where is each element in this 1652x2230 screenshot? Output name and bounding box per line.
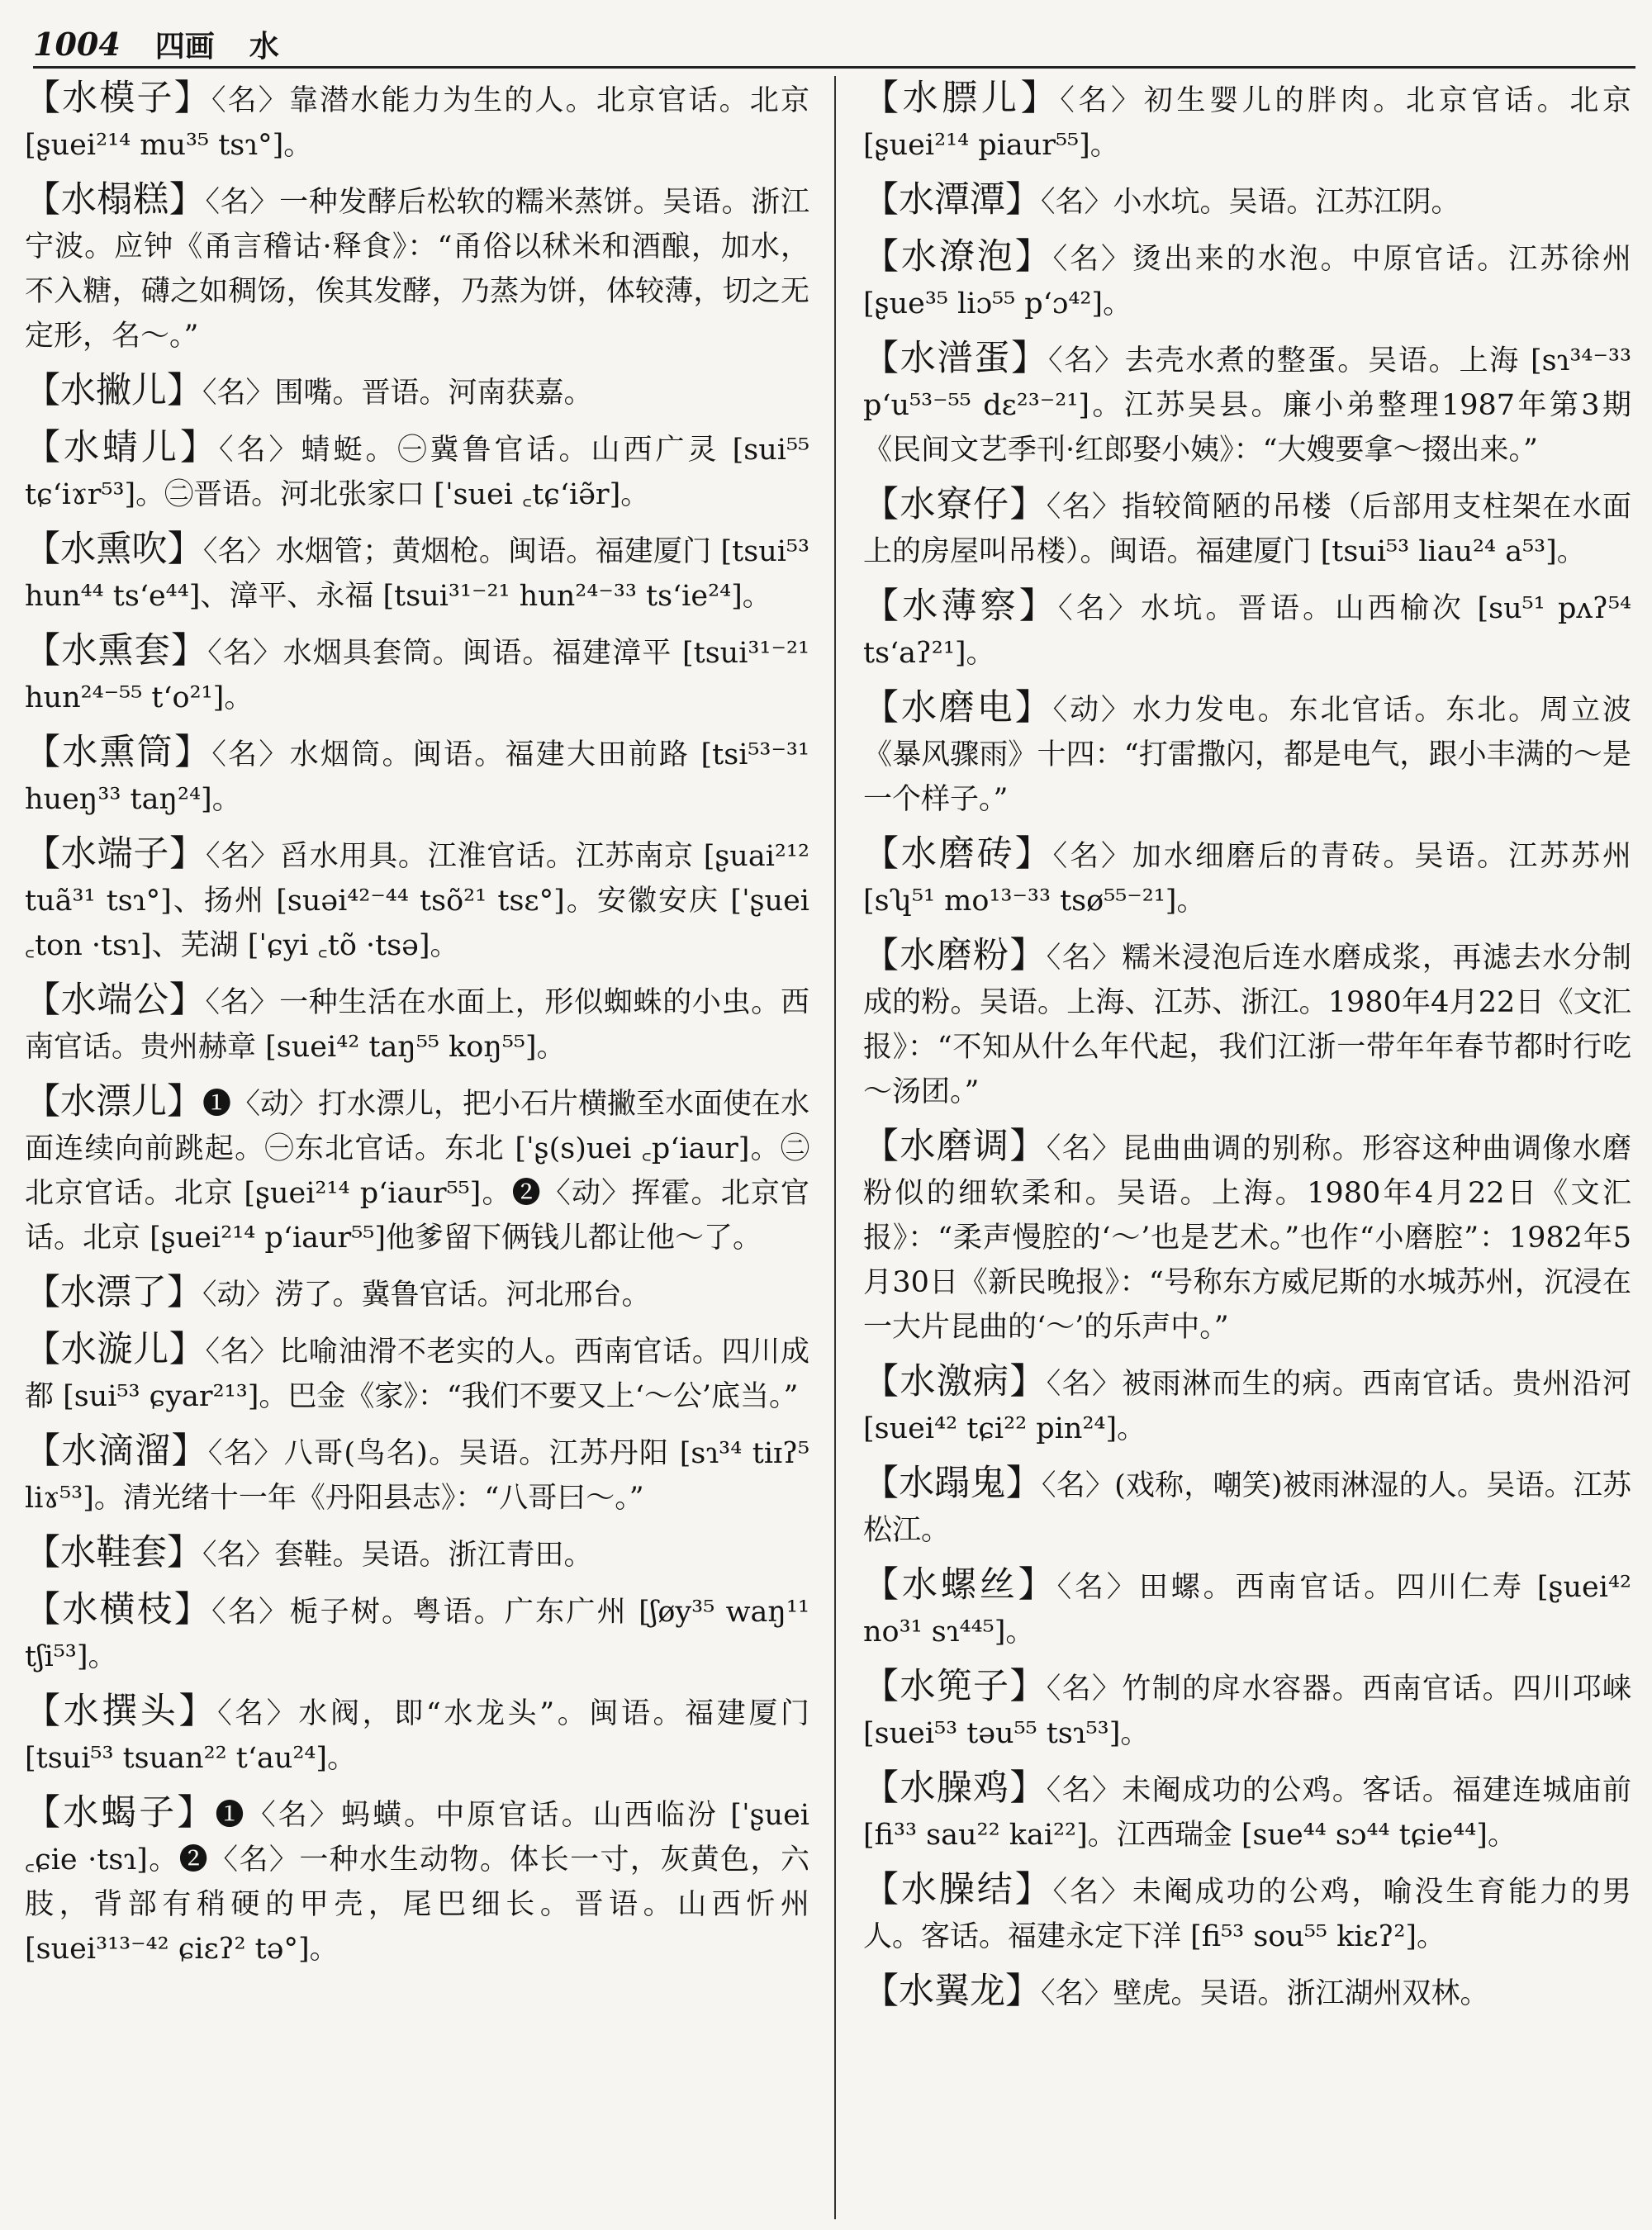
entry-headword: 【水滴溜】 [25,1431,208,1472]
entry-headword: 【水榻糕】 [25,179,206,221]
dictionary-entry [863,178,1631,225]
dictionary-entry [25,425,809,517]
entry-definition: 〈名〉竹制的戽水容器。西南官话。四川邛崃 [suei⁵³ təu⁵⁵ tsɿ⁵³]。 [863,1672,1631,1750]
entry-definition: 〈名〉蜻蜓。㊀冀鲁官话。山西广灵 [sui⁵⁵ tɕʻiɤr⁵³]。㊁晋语。河北张家口 [ˈsuei ꜀tɕʻiə̃r]。 [25,434,809,511]
entry-headword: 【水横枝】 [25,1589,212,1630]
entry-definition: 〈动〉涝了。冀鲁官话。河北邢台。 [202,1279,651,1312]
entry-definition: 〈名〉水烟筒。闽语。福建大田前路 [tsi⁵³⁻³¹ hueŋ³³ taŋ²⁴]。 [25,738,809,816]
entry-definition: 〈名〉一种发酵后松软的糯米蒸饼。吴语。浙江宁波。应钟《甬言稽诂·释食》：“甬俗以秫米和酒酿，加水，不入糖，礴之如稠饧，俟其发酵，乃蒸为饼，体较薄，切之无定形，名～。” [25,186,809,353]
entry-headword: 【水潦泡】 [863,236,1053,278]
dictionary-entry [863,1867,1631,1959]
entry-definition: ❶〈名〉蚂蟥。中原官话。山西临汾 [ˈʂuei ꜀ɕie ·tsɿ]。❷〈名〉一种水生动物。体长一寸，灰黄色，六肢，背部有稍硬的甲壳，尾巴细长。晋语。山西忻州 [suei³¹³⁻⁴² ɕiɛʔ² tə°]。 [25,1799,809,1966]
entry-definition: 〈名〉糯米浸泡后连水磨成浆，再滤去水分制成的粉。吴语。上海、江苏、浙江。1980年4月22日《文汇报》：“不知从什么年代起，我们江浙一带年年春节都时行吃～汤团。” [863,942,1631,1108]
entry-definition: 〈名〉(戏称，嘲笑)被雨淋湿的人。吴语。江苏松江。 [863,1469,1631,1547]
entry-headword: 【水膘儿】 [863,78,1061,119]
entry-definition: 〈名〉昆曲曲调的别称。形容这种曲调像水磨粉似的细软柔和。吴语。上海。1980年4月22日《文汇报》：“柔声慢腔的‘～’也是艺术。”也作“小磨腔”：1982年5月30日《新民晚报》：“号称东方威尼斯的水城苏州，沉浸在一大片昆曲的‘～’的乐声中。” [863,1132,1631,1344]
entry-definition: 〈名〉初生婴儿的胖肉。北京官话。北京 [ʂuei²¹⁴ piaur⁵⁵]。 [863,84,1631,162]
dictionary-entry [25,76,809,168]
dictionary-entry [863,1563,1631,1654]
column-divider [834,76,836,2219]
entry-headword: 【水薄察】 [863,586,1059,627]
radical-label: 水 [249,28,279,64]
entry-headword: 【水磨粉】 [863,935,1047,976]
dictionary-entry [863,1969,1631,2016]
dictionary-entry [25,1327,809,1419]
entry-headword: 【水蜻儿】 [25,427,219,468]
entry-definition: 〈名〉田螺。西南官话。四川仁寿 [ʂuei⁴² no³¹ sɿ⁴⁴⁵]。 [863,1571,1631,1649]
entry-headword: 【水潽蛋】 [863,338,1048,379]
left-column [25,76,809,2219]
entry-definition: 〈名〉水阀，即“水龙头”。闽语。福建厦门 [tsui⁵³ tsuan²² tʻau²⁴]。 [25,1697,809,1775]
dictionary-entry [25,1270,809,1317]
entry-definition: 〈动〉水力发电。东北官话。东北。周立波《暴风骤雨》十四：“打雷撒闪，都是电气，跟小丰满的～是一个样子。” [863,694,1631,816]
dictionary-entry [25,527,809,619]
entry-headword: 【水蹋鬼】 [863,1463,1042,1504]
entry-definition: 〈名〉舀水用具。江淮官话。江苏南京 [ʂuai²¹² tuã³¹ tsɿ°]、扬州 [suəi⁴²⁻⁴⁴ tsõ²¹ tsɛ°]。安徽安庆 [ˈʂuei ꜀ton ·tsɿ]、芜湖 [ˈɕyi ꜀tõ ·tsə]。 [25,840,809,962]
entry-headword: 【水模子】 [25,78,211,119]
dictionary-entry [863,336,1631,472]
entry-headword: 【水臊鸡】 [863,1767,1047,1809]
entry-headword: 【水激病】 [863,1361,1047,1402]
dictionary-entry [25,978,809,1070]
dictionary-entry [863,482,1631,574]
entry-definition: 〈名〉水烟管；黄烟枪。闽语。福建厦门 [tsui⁵³ hun⁴⁴ tsʻe⁴⁴]、漳平、永福 [tsui³¹⁻²¹ hun²⁴⁻³³ tsʻie²⁴]。 [25,535,809,613]
entry-definition: 〈名〉烫出来的水泡。中原官话。江苏徐州 [ʂue³⁵ liɔ⁵⁵ pʻɔ⁴²]。 [863,243,1631,320]
entry-headword: 【水漩儿】 [25,1329,206,1370]
page-header [33,15,1635,73]
entry-headword: 【水磨电】 [863,687,1053,728]
dictionary-entry [863,76,1631,168]
entry-definition: 〈名〉水烟具套筒。闽语。福建漳平 [tsui³¹⁻²¹ hun²⁴⁻⁵⁵ tʻo²¹]。 [25,637,809,714]
entry-headword: 【水螺丝】 [863,1564,1057,1606]
entry-definition: 〈名〉比喻油滑不老实的人。西南官话。四川成都 [sui⁵³ ɕyar²¹³]。巴金《家》：“我们不要又上‘～公’底当。” [25,1336,809,1413]
entry-definition: 〈名〉围嘴。晋语。河南获嘉。 [202,377,593,410]
dictionary-entry [863,1124,1631,1350]
dictionary-entry [25,1079,809,1260]
entry-definition: 〈名〉加水细磨后的青砖。吴语。江苏苏州 [sʮ⁵¹ mo¹³⁻³³ tsø⁵⁵⁻²¹]。 [863,840,1631,918]
dictionary-entry [863,235,1631,326]
dictionary-entry [25,1689,809,1781]
dictionary-entry [863,1664,1631,1756]
section-label: 四画 [154,28,215,64]
entry-definition: 〈名〉壁虎。吴语。浙江湖州双林。 [1041,1977,1489,2010]
entry-definition: 〈名〉指较简陋的吊楼（后部用支柱架在水面上的房屋叫吊楼）。闽语。福建厦门 [tsui⁵³ liau²⁴ a⁵³]。 [863,491,1631,568]
dictionary-entry [863,1359,1631,1451]
entry-headword: 【水熏套】 [25,630,208,671]
entry-headword: 【水臊结】 [863,1869,1053,1910]
entry-definition: ❶〈动〉打水漂儿，把小石片横撇至水面使在水面连续向前跳起。㊀东北官话。东北 [ˈʂ(s)uei ꜀pʻiaur]。㊁北京官话。北京 [ʂuei²¹⁴ pʻiaur⁵⁵]。❷〈动〉挥霍。北京官话。北京 [ʂuei²¹⁴ pʻiaur⁵⁵]他爹留下俩钱儿都让他～了。 [25,1088,809,1255]
entry-definition: 〈名〉未阉成功的公鸡，喻没生育能力的男人。客话。福建永定下洋 [fi⁵³ sou⁵⁵ kiɛʔ²]。 [863,1876,1631,1953]
dictionary-entry [25,178,809,358]
dictionary-entry [25,1791,809,1971]
entry-definition: 〈名〉水坑。晋语。山西榆次 [su⁵¹ pʌʔ⁵⁴ tsʻaʔ²¹]。 [863,592,1631,670]
dictionary-entry [863,1461,1631,1553]
dictionary-entry [863,584,1631,676]
dictionary-entry [863,832,1631,923]
entry-headword: 【水端子】 [25,833,206,875]
entry-headword: 【水撰头】 [25,1691,218,1732]
right-column [863,76,1631,2219]
dictionary-entry [863,1766,1631,1858]
entry-definition: 〈名〉被雨淋而生的病。西南官话。贵州沿河 [suei⁴² tɕi²² pin²⁴]。 [863,1368,1631,1445]
entry-definition: 〈名〉未阉成功的公鸡。客话。福建连城庙前 [fi³³ sau²² kai²²]。江西瑞金 [sue⁴⁴ sɔ⁴⁴ tɕie⁴⁴]。 [863,1774,1631,1852]
dictionary-entry [25,1429,809,1521]
entry-headword: 【水熏吹】 [25,529,203,570]
dictionary-entry [25,629,809,720]
entry-headword: 【水潭潭】 [863,179,1041,221]
dictionary-entry [25,730,809,822]
dictionary-entry [25,832,809,968]
entry-headword: 【水磨砖】 [863,833,1053,875]
entry-headword: 【水篼子】 [863,1666,1047,1707]
dictionary-entry [25,1530,809,1578]
entry-headword: 【水蝎子】 [25,1792,216,1834]
dictionary-entry [863,686,1631,822]
entry-headword: 【水寮仔】 [863,484,1047,525]
entry-headword: 【水翼龙】 [863,1971,1041,2012]
dictionary-entry [25,1587,809,1679]
entry-definition: 〈名〉去壳水煮的整蛋。吴语。上海 [sɿ³⁴⁻³³ pʻu⁵³⁻⁵⁵ dɛ²³⁻²¹]。江苏吴县。廉小弟整理1987年第3期《民间文艺季刊·红郎娶小姨》：“大嫂要拿～掇出来。” [863,344,1631,467]
page-number: 1004 [33,25,121,63]
dictionary-entry [25,368,809,415]
header-rule [33,66,1635,69]
dictionary-entry [863,933,1631,1114]
entry-definition: 〈名〉靠潜水能力为生的人。北京官话。北京 [ʂuei²¹⁴ mu³⁵ tsɿ°]。 [25,84,809,162]
entry-headword: 【水漂了】 [25,1272,202,1313]
entry-definition: 〈名〉套鞋。吴语。浙江青田。 [202,1539,593,1572]
entry-headword: 【水撇儿】 [25,370,202,411]
entry-headword: 【水端公】 [25,980,206,1021]
entry-definition: 〈名〉小水坑。吴语。江苏江阴。 [1041,186,1460,219]
entry-headword: 【水熏筒】 [25,732,212,773]
entry-definition: 〈名〉八哥(鸟名)。吴语。江苏丹阳 [sɿ³⁴ tiɪʔ⁵ liɤ⁵³]。清光绪十一年《丹阳县志》：“八哥曰～。” [25,1437,809,1515]
entry-headword: 【水漂儿】 [25,1081,202,1122]
entry-headword: 【水磨调】 [863,1126,1047,1167]
entry-definition: 〈名〉一种生活在水面上，形似蜘蛛的小虫。西南官话。贵州赫章 [suei⁴² taŋ⁵⁵ koŋ⁵⁵]。 [25,986,809,1064]
entry-definition: 〈名〉栀子树。粤语。广东广州 [ʃøy³⁵ waŋ¹¹ tʃi⁵³]。 [25,1596,809,1673]
entry-headword: 【水鞋套】 [25,1532,202,1573]
